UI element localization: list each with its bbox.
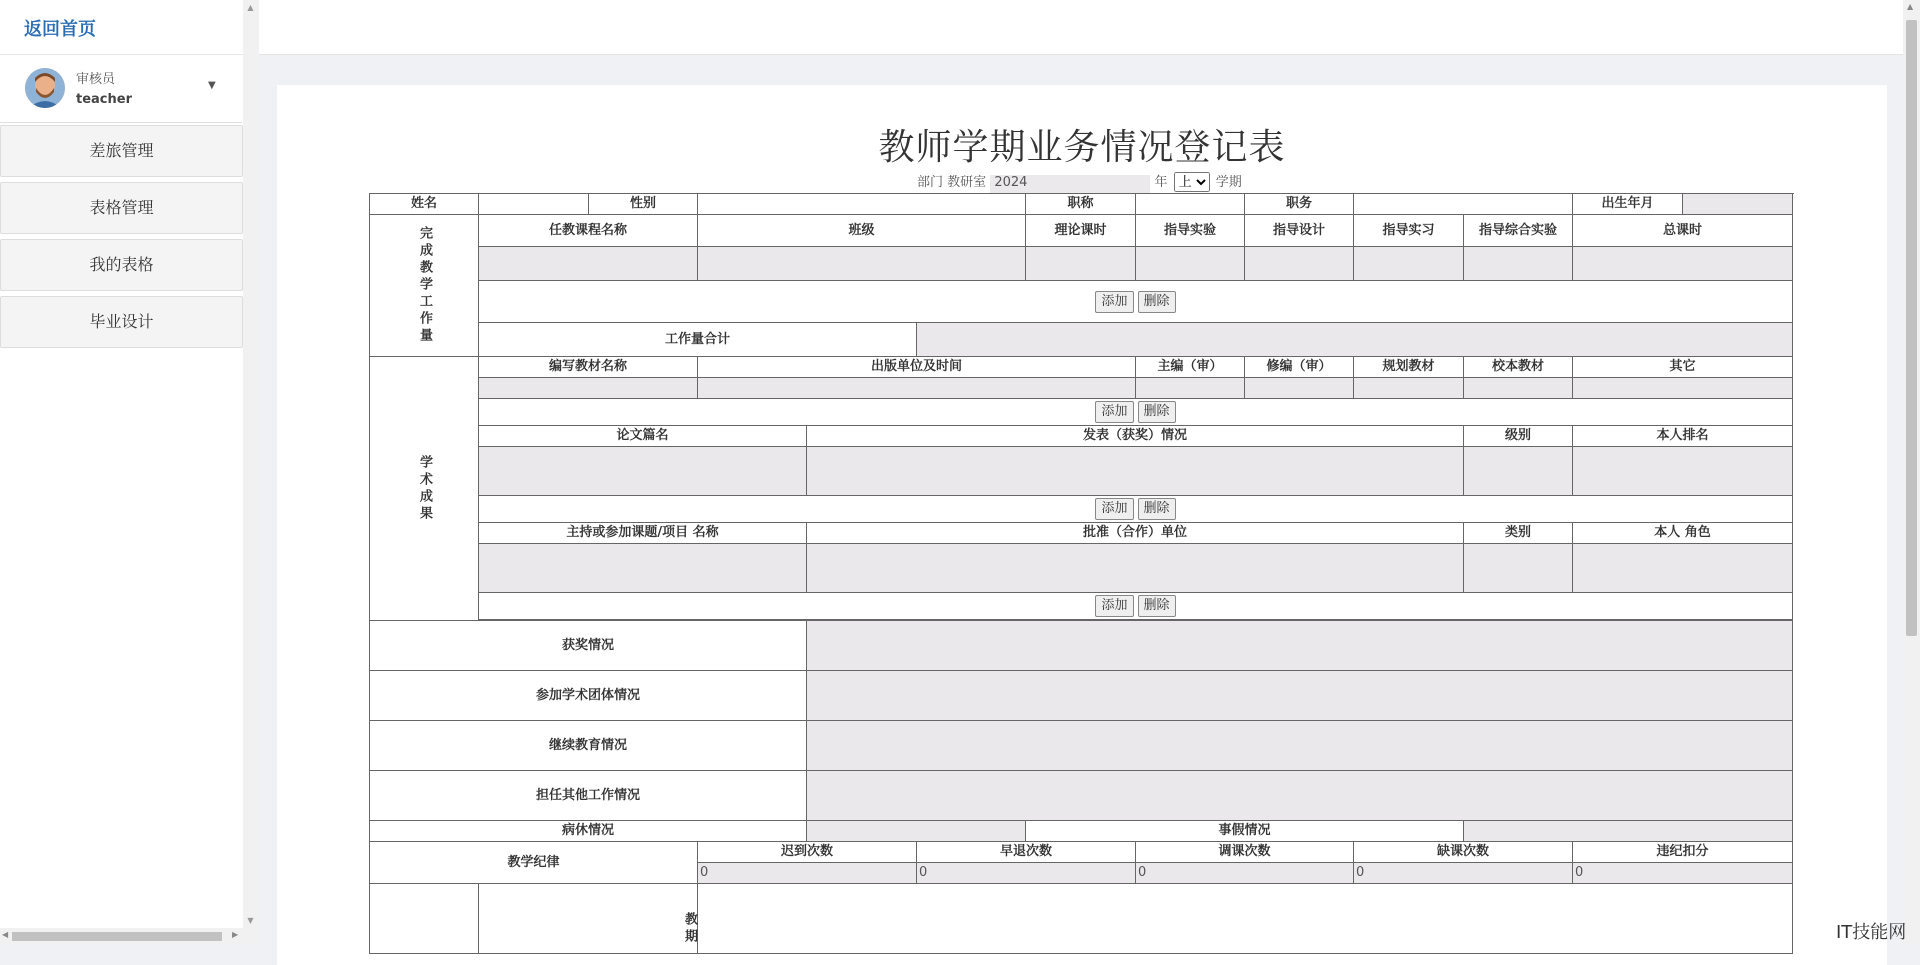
sidebar-scrollbar[interactable] bbox=[243, 0, 258, 945]
label-post: 职务 bbox=[1245, 194, 1354, 215]
th-category: 类别 bbox=[1464, 523, 1573, 544]
guide-experiment-input[interactable] bbox=[1136, 247, 1245, 281]
bottom-empty-cell bbox=[370, 884, 479, 954]
year-label: 年 bbox=[1154, 175, 1168, 190]
post-input[interactable] bbox=[1354, 194, 1573, 215]
avatar bbox=[25, 68, 65, 108]
scroll-up-icon[interactable]: ▲ bbox=[247, 3, 254, 12]
th-revise-editor: 修编（审） bbox=[1245, 357, 1354, 378]
form-meta bbox=[917, 171, 1242, 193]
sidebar-horizontal-scrollbar[interactable] bbox=[0, 928, 243, 945]
revise-editor-input[interactable] bbox=[1245, 378, 1354, 399]
late-input[interactable]: 0 bbox=[698, 863, 917, 884]
th-publisher: 出版单位及时间 bbox=[698, 357, 1136, 378]
label-birth: 出生年月 bbox=[1573, 194, 1683, 215]
th-project-name: 主持或参加课题/项目 名称 bbox=[479, 523, 807, 544]
planned-textbook-input[interactable] bbox=[1354, 378, 1464, 399]
awards-label: 获奖情况 bbox=[370, 621, 807, 671]
leave-input[interactable] bbox=[1464, 821, 1793, 842]
delete-button[interactable]: 删除 bbox=[1138, 401, 1176, 423]
sick-input[interactable] bbox=[807, 821, 1026, 842]
add-button[interactable]: 添加 bbox=[1095, 291, 1133, 313]
dept-label: 部门 bbox=[917, 175, 944, 190]
name-input[interactable] bbox=[479, 194, 589, 215]
workload-total-label: 工作量合计 bbox=[479, 323, 917, 357]
other-work-input[interactable] bbox=[807, 771, 1793, 821]
th-class-swap: 调课次数 bbox=[1136, 842, 1354, 863]
menu-travel-management[interactable]: 差旅管理 bbox=[0, 125, 243, 177]
class-input[interactable] bbox=[698, 247, 1026, 281]
add-button[interactable]: 添加 bbox=[1095, 595, 1133, 617]
title-input[interactable] bbox=[1136, 194, 1245, 215]
rank-input[interactable] bbox=[1573, 447, 1793, 496]
add-button[interactable]: 添加 bbox=[1095, 401, 1133, 423]
th-approval-unit: 批准（合作）单位 bbox=[807, 523, 1464, 544]
th-other: 其它 bbox=[1573, 357, 1793, 378]
th-paper-title: 论文篇名 bbox=[479, 426, 807, 447]
bottom-section-label: 教期 bbox=[479, 884, 698, 954]
delete-button[interactable]: 删除 bbox=[1138, 291, 1176, 313]
delete-button[interactable]: 删除 bbox=[1138, 498, 1176, 520]
total-hours-input[interactable] bbox=[1573, 247, 1793, 281]
course-input[interactable] bbox=[479, 247, 698, 281]
th-publish-status: 发表（获奖）情况 bbox=[807, 426, 1464, 447]
school-textbook-input[interactable] bbox=[1464, 378, 1573, 399]
education-label: 继续教育情况 bbox=[370, 721, 807, 771]
scrollbar-thumb[interactable] bbox=[1906, 20, 1917, 636]
gender-input[interactable] bbox=[698, 194, 1026, 215]
th-guide-design: 指导设计 bbox=[1245, 215, 1354, 247]
th-total-hours: 总课时 bbox=[1573, 215, 1793, 247]
scroll-down-icon[interactable]: ▼ bbox=[247, 916, 254, 925]
scroll-left-icon[interactable]: ◀ bbox=[2, 930, 9, 939]
project-actions bbox=[479, 593, 1793, 620]
username: teacher bbox=[76, 92, 132, 107]
label-gender: 性别 bbox=[589, 194, 698, 215]
role-input[interactable] bbox=[1573, 544, 1793, 593]
top-bar bbox=[259, 0, 1904, 55]
th-absence: 缺课次数 bbox=[1354, 842, 1573, 863]
paper-actions bbox=[479, 496, 1793, 523]
year-input[interactable]: 2024 bbox=[990, 175, 1150, 193]
awards-input[interactable] bbox=[807, 621, 1793, 671]
publish-status-input[interactable] bbox=[807, 447, 1464, 496]
registration-table bbox=[369, 193, 1793, 954]
scroll-up-icon[interactable]: ▲ bbox=[1907, 2, 1914, 11]
scroll-right-icon[interactable]: ▶ bbox=[232, 930, 239, 939]
th-level: 级别 bbox=[1464, 426, 1573, 447]
menu-form-management[interactable]: 表格管理 bbox=[0, 182, 243, 234]
user-panel bbox=[0, 56, 242, 123]
user-role: 审核员 bbox=[76, 72, 116, 87]
chief-editor-input[interactable] bbox=[1136, 378, 1245, 399]
approval-unit-input[interactable] bbox=[807, 544, 1464, 593]
groups-label: 参加学术团体情况 bbox=[370, 671, 807, 721]
textbook-actions bbox=[479, 399, 1793, 426]
theory-hours-input[interactable] bbox=[1026, 247, 1136, 281]
other-input[interactable] bbox=[1573, 378, 1793, 399]
paper-title-input[interactable] bbox=[479, 447, 807, 496]
category-input[interactable] bbox=[1464, 544, 1573, 593]
delete-button[interactable]: 删除 bbox=[1138, 595, 1176, 617]
groups-input[interactable] bbox=[807, 671, 1793, 721]
bottom-content[interactable] bbox=[698, 884, 1793, 954]
birth-input[interactable] bbox=[1683, 194, 1793, 215]
th-penalty: 违纪扣分 bbox=[1573, 842, 1793, 863]
th-chief-editor: 主编（审） bbox=[1136, 357, 1245, 378]
absence-input[interactable]: 0 bbox=[1354, 863, 1573, 884]
teaching-actions bbox=[479, 281, 1793, 323]
textbook-name-input[interactable] bbox=[479, 378, 698, 399]
menu-graduation-design[interactable]: 毕业设计 bbox=[0, 296, 243, 348]
teaching-section-label: 完成教学工作量 bbox=[370, 215, 479, 357]
early-leave-input[interactable]: 0 bbox=[917, 863, 1136, 884]
th-course: 任教课程名称 bbox=[479, 215, 698, 247]
project-name-input[interactable] bbox=[479, 544, 807, 593]
sidebar bbox=[0, 0, 258, 945]
watermark: IT技能网 bbox=[1836, 922, 1907, 943]
page-title: 教师学期业务情况登记表 bbox=[878, 127, 1286, 168]
guide-design-input[interactable] bbox=[1245, 247, 1354, 281]
penalty-input[interactable]: 0 bbox=[1573, 863, 1793, 884]
th-textbook-name: 编写教材名称 bbox=[479, 357, 698, 378]
leave-label: 事假情况 bbox=[1026, 821, 1464, 842]
class-swap-input[interactable]: 0 bbox=[1136, 863, 1354, 884]
term-label: 学期 bbox=[1215, 175, 1242, 190]
th-rank: 本人排名 bbox=[1573, 426, 1793, 447]
scrollbar-thumb[interactable] bbox=[12, 932, 222, 941]
label-name: 姓名 bbox=[370, 194, 479, 215]
label-title: 职称 bbox=[1026, 194, 1136, 215]
dept-value: 教研室 bbox=[947, 175, 987, 190]
th-role: 本人 角色 bbox=[1573, 523, 1793, 544]
user-dropdown-caret-icon[interactable]: ▼ bbox=[208, 80, 216, 91]
th-early-leave: 早退次数 bbox=[917, 842, 1136, 863]
other-work-label: 担任其他工作情况 bbox=[370, 771, 807, 821]
guide-internship-input[interactable] bbox=[1354, 247, 1464, 281]
th-guide-internship: 指导实习 bbox=[1354, 215, 1464, 247]
menu-my-forms[interactable]: 我的表格 bbox=[0, 239, 243, 291]
publisher-input[interactable] bbox=[698, 378, 1136, 399]
discipline-label: 教学纪律 bbox=[370, 842, 698, 884]
th-late: 迟到次数 bbox=[698, 842, 917, 863]
guide-comprehensive-input[interactable] bbox=[1464, 247, 1573, 281]
workload-total-input[interactable] bbox=[917, 323, 1793, 357]
th-school-textbook: 校本教材 bbox=[1464, 357, 1573, 378]
th-guide-experiment: 指导实验 bbox=[1136, 215, 1245, 247]
term-select[interactable] bbox=[1174, 172, 1210, 192]
home-link[interactable]: 返回首页 bbox=[0, 0, 258, 55]
form-card bbox=[277, 85, 1887, 965]
th-guide-comprehensive: 指导综合实验 bbox=[1464, 215, 1573, 247]
sick-label: 病休情况 bbox=[370, 821, 807, 842]
education-input[interactable] bbox=[807, 721, 1793, 771]
th-class: 班级 bbox=[698, 215, 1026, 247]
level-input[interactable] bbox=[1464, 447, 1573, 496]
academic-section-label: 学术成果 bbox=[370, 357, 479, 621]
add-button[interactable]: 添加 bbox=[1095, 498, 1133, 520]
page-scrollbar[interactable] bbox=[1903, 0, 1920, 945]
th-theory-hours: 理论课时 bbox=[1026, 215, 1136, 247]
th-planned-textbook: 规划教材 bbox=[1354, 357, 1464, 378]
